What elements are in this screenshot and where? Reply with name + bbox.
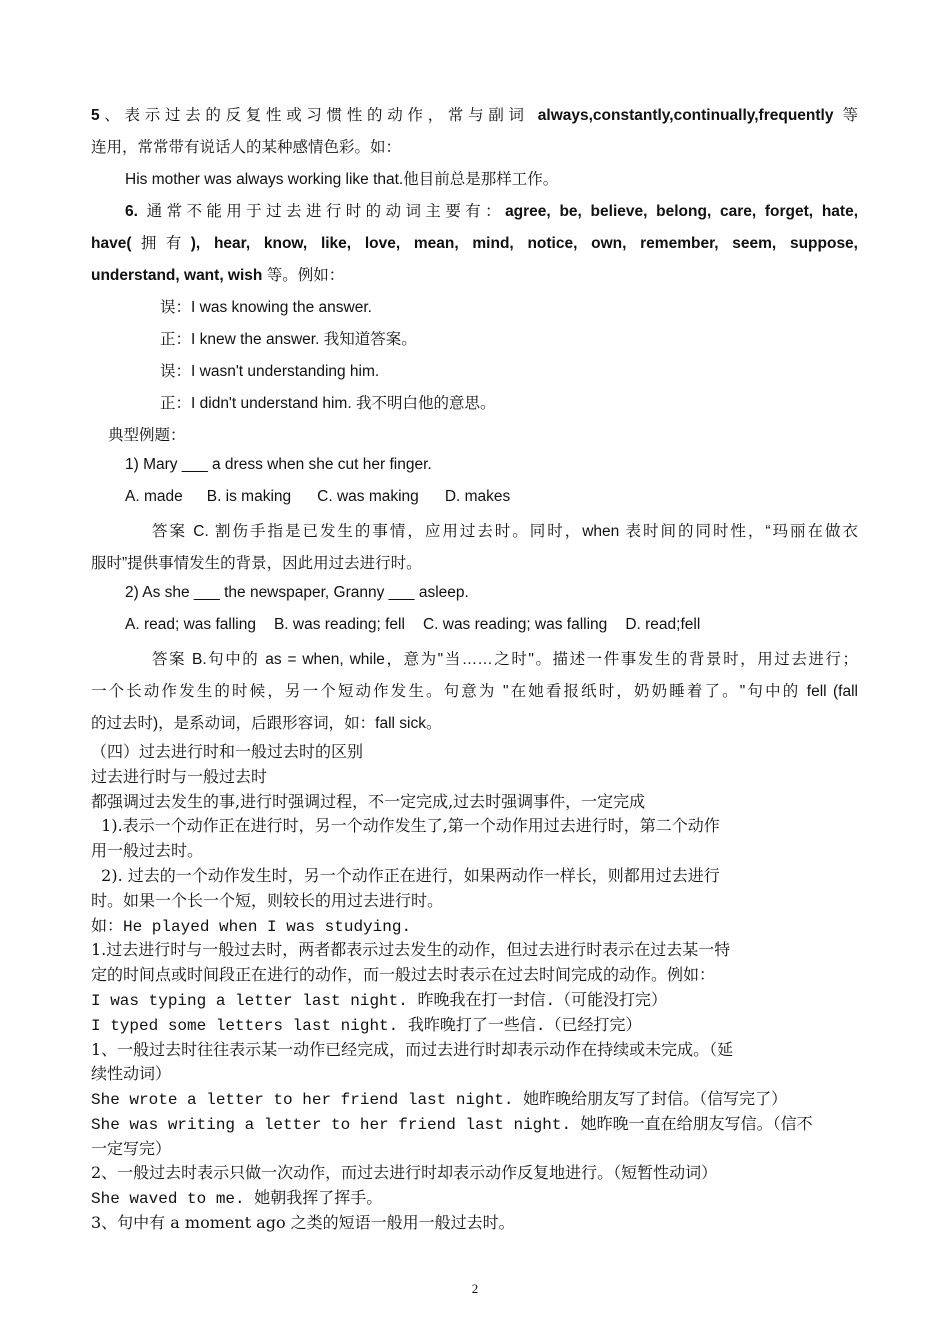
section4-line2: 都强调过去发生的事,进行时强调过程，不一定完成,过去时强调事件，一定完成: [91, 792, 646, 811]
section4-title: （四）过去进行时和一般过去时的区别: [91, 742, 364, 761]
q1-option-d: D. makes: [444, 488, 511, 505]
p5-line1: 5、表示过去的反复性或习惯性的动作，常与副词 always,constantly,continually,frequently 等: [91, 107, 859, 124]
section4-line7: 如：He played when I was studying.: [91, 918, 412, 936]
p6-line1: 6. 通常不能用于过去进行时的动词主要有：agree, be, believe, belong, care, forget, hate,: [125, 203, 858, 220]
q1-option-a: A. made: [125, 488, 183, 505]
q1-option-c: C. was making: [317, 488, 419, 505]
q2-option-a: A. read; was falling: [125, 616, 256, 633]
p5-example: His mother was always working like that.他目前总是那样工作。: [125, 171, 559, 188]
answer-2-line2: 一个长动作发生的时候，另一个短动作发生。句意为 "在她看报纸时，奶奶睡着了。"句中的 fell (fall: [91, 683, 858, 700]
answer-2-line3: 的过去时)，是系动词，后跟形容词，如：fall sick。: [91, 715, 442, 732]
p6-example-3: 误：I wasn't understanding him.: [160, 363, 380, 380]
section4-line4: 用一般过去时。: [91, 841, 204, 860]
section4-line16: 一定写完）: [91, 1139, 172, 1158]
q2-option-d: D. read;fell: [625, 616, 701, 633]
q2-option-c: C. was reading; was falling: [422, 616, 608, 633]
question-2: 2) As she ___ the newspaper, Granny ___ asleep.: [125, 584, 469, 601]
p5-line2: 连用，常常带有说话人的某种感情色彩。如：: [91, 139, 402, 156]
section4-line19: 3、句中有 a moment ago 之类的短语一般用一般过去时。: [91, 1213, 515, 1232]
answer-1-line1: 答案 C. 割伤手指是已发生的事情，应用过去时。同时，when 表时间的同时性，“玛丽在做衣: [152, 523, 858, 540]
section4-line15: She was writing a letter to her friend last night. 她昨晚一直在给朋友写信。（信不: [91, 1116, 813, 1134]
section4-line17: 2、一般过去时表示只做一次动作，而过去进行时却表示动作反复地进行。（短暂性动词）: [91, 1163, 718, 1182]
section4-line12: 1、一般过去时往往表示某一动作已经完成，而过去进行时却表示动作在持续或未完成。（延: [91, 1040, 734, 1059]
p6-line2: have(拥有), hear, know, like, love, mean, mind, notice, own, remember, seem, suppose,: [91, 235, 858, 252]
section4-line6: 时。如果一个长一个短，则较长的用过去进行时。: [91, 891, 444, 910]
page-number: 2: [471, 1281, 479, 1296]
section4-line10: I was typing a letter last night. 昨晚我在打一封信.（可能没打完）: [91, 992, 668, 1010]
p6-example-2: 正：I knew the answer. 我知道答案。: [160, 331, 417, 348]
section4-line14: She wrote a letter to her friend last night. 她昨晚给朋友写了封信。（信写完了）: [91, 1091, 788, 1109]
q1-option-b: B. is making: [206, 488, 292, 505]
answer-1-line2: 服时”提供事情发生的背景，因此用过去进行时。: [91, 555, 422, 572]
section4-line8: 1.过去进行时与一般过去时，两者都表示过去发生的动作，但过去进行时表示在过去某一特: [91, 940, 731, 959]
question-1-options: [125, 488, 510, 506]
section4-line18: She waved to me. 她朝我挥了挥手。: [91, 1190, 383, 1208]
p6-example-1: 误：I was knowing the answer.: [160, 299, 372, 316]
answer-2-line1: 答案 B.句中的 as = when, while，意为"当……之时"。描述一件事发生的背景时，用过去进行；: [152, 651, 858, 668]
section4-line5: 2). 过去的一个动作发生时，另一个动作正在进行，如果两动作一样长，则都用过去进行: [91, 866, 720, 885]
section4-line11: I typed some letters last night. 我昨晚打了一些信.（已经打完）: [91, 1017, 642, 1035]
p6-example-4: 正：I didn't understand him. 我不明白他的意思。: [160, 395, 496, 412]
section4-line9: 定的时间点或时间段正在进行的动作，而一般过去时表示在过去时间完成的动作。例如：: [91, 965, 716, 984]
question-1: 1) Mary ___ a dress when she cut her finger.: [125, 456, 432, 473]
section4-line3: 1).表示一个动作正在进行时，另一个动作发生了,第一个动作用过去进行时，第二个动作: [91, 816, 720, 835]
section4-line13: 续性动词）: [91, 1064, 172, 1083]
p6-line3: understand, want, wish 等。例如：: [91, 267, 345, 284]
examples-heading: 典型例题：: [108, 427, 186, 444]
q2-option-b: B. was reading; fell: [273, 616, 405, 633]
section4-line1: 过去进行时与一般过去时: [91, 767, 268, 786]
question-2-options: [125, 616, 700, 634]
